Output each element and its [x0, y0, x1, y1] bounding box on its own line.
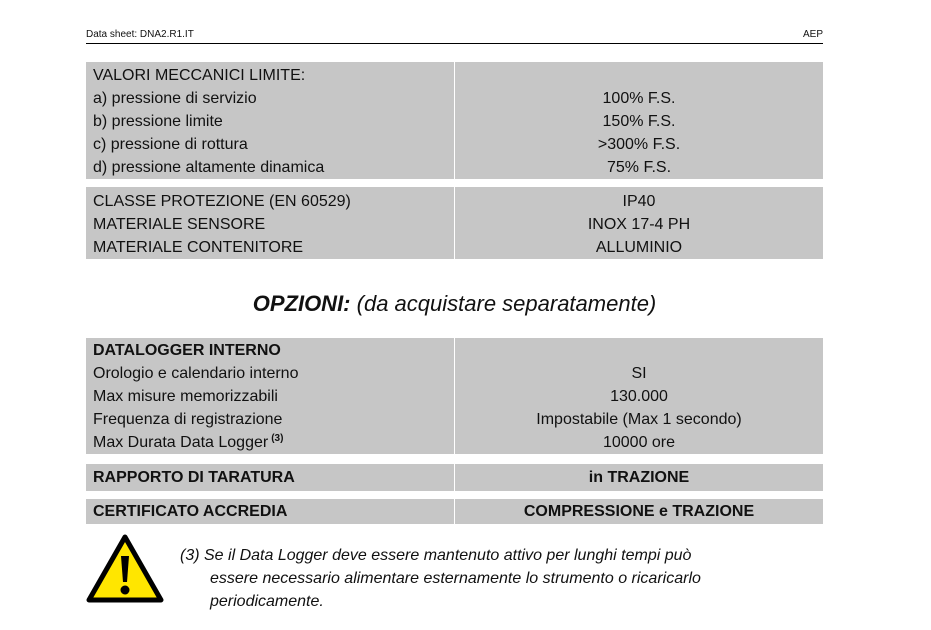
row-value: in TRAZIONE: [588, 469, 690, 486]
company-code: AEP: [802, 29, 823, 40]
datalogger-table: [86, 338, 823, 454]
row-label: d) pressione altamente dinamica: [93, 159, 325, 176]
table-row: [86, 362, 823, 385]
certificate-table: [86, 499, 823, 524]
page-header: [86, 29, 823, 44]
options-heading-strong: OPZIONI:: [252, 291, 351, 316]
row-value: >300% F.S.: [597, 136, 681, 153]
warning-triangle-icon: [86, 534, 164, 604]
row-value: 75% F.S.: [606, 159, 672, 176]
row-label: Frequenza di registrazione: [93, 411, 283, 428]
row-value: 150% F.S.: [602, 113, 676, 130]
footnote-ref: (3): [271, 433, 284, 444]
table-row: [86, 213, 823, 236]
row-label: CERTIFICATO ACCREDIA: [93, 503, 288, 520]
row-label: MATERIALE CONTENITORE: [93, 239, 304, 256]
row-label: b) pressione limite: [93, 113, 223, 130]
row-label: Max misure memorizzabili: [93, 388, 278, 405]
row-value: COMPRESSIONE e TRAZIONE: [523, 503, 755, 520]
row-label: a) pressione di servizio: [93, 90, 257, 107]
table-row: [86, 64, 823, 87]
table-row: [86, 431, 823, 454]
protection-materials-table: [86, 187, 823, 259]
footnote: [180, 544, 780, 613]
table-row: [86, 190, 823, 213]
table-row: [86, 500, 823, 523]
footnote-line: essere necessario alimentare esternamente lo strumento o ricaricarlo: [210, 570, 701, 587]
row-value: 100% F.S.: [602, 90, 676, 107]
table-row: [86, 87, 823, 110]
table-row: [86, 110, 823, 133]
row-label: RAPPORTO DI TARATURA: [93, 469, 295, 486]
row-value: IP40: [622, 193, 656, 210]
row-value: 130.000: [610, 388, 668, 405]
row-label: [93, 431, 283, 456]
row-value: SI: [631, 365, 647, 382]
row-label: MATERIALE SENSORE: [93, 216, 266, 233]
row-label: CLASSE PROTEZIONE (EN 60529): [93, 193, 351, 210]
table-row: [86, 339, 823, 362]
options-heading: [86, 290, 823, 318]
table-row: [86, 236, 823, 259]
footnote-line: periodicamente.: [210, 593, 324, 610]
row-value: Impostabile (Max 1 secondo): [536, 411, 742, 428]
calibration-table: [86, 464, 823, 491]
footnote-line: (3) Se il Data Logger deve essere mantenuto attivo per lunghi tempi può: [180, 547, 692, 564]
table-row: [86, 466, 823, 489]
mechanical-title: VALORI MECCANICI LIMITE:: [93, 67, 306, 84]
table-row: [86, 133, 823, 156]
row-value: INOX 17-4 PH: [587, 216, 691, 233]
row-value: 10000 ore: [602, 434, 676, 451]
options-heading-rest: (da acquistare separatamente): [356, 291, 657, 316]
row-label: Orologio e calendario interno: [93, 365, 299, 382]
row-label-text: Max Durata Data Logger: [93, 434, 269, 451]
row-value: ALLUMINIO: [595, 239, 683, 256]
table-row: [86, 156, 823, 179]
datasheet-id: Data sheet: DNA2.R1.IT: [86, 29, 194, 40]
table-row: [86, 385, 823, 408]
table-row: [86, 408, 823, 431]
mechanical-limits-table: [86, 62, 823, 179]
row-label: c) pressione di rottura: [93, 136, 248, 153]
datalogger-title: DATALOGGER INTERNO: [93, 342, 281, 359]
